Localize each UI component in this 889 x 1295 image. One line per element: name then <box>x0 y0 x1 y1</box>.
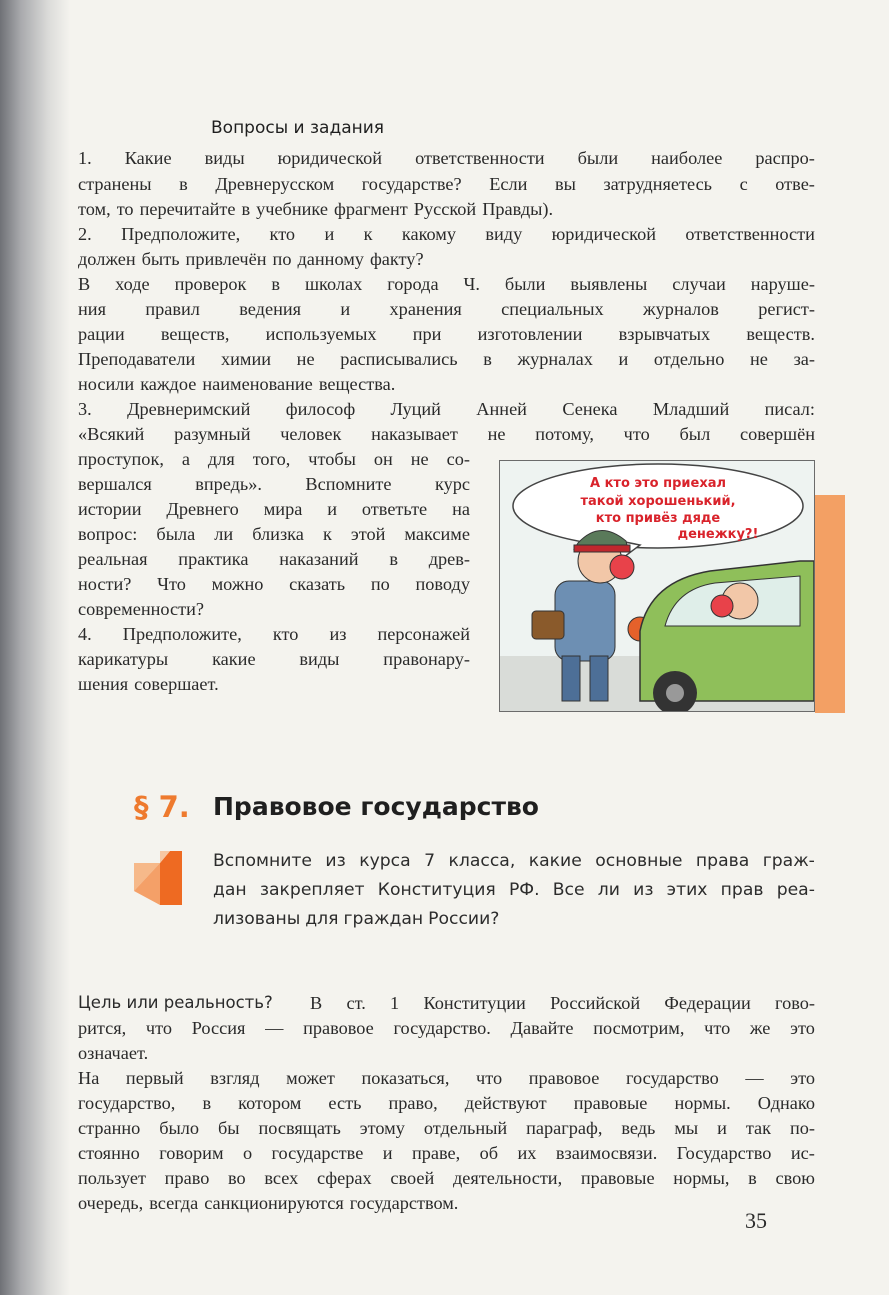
word: можно <box>211 574 264 594</box>
word: Вспомните <box>213 851 312 871</box>
word: из <box>329 624 347 644</box>
word: Государство <box>676 1143 772 1163</box>
word: В <box>78 274 91 294</box>
word: всегда <box>149 1193 199 1213</box>
word: выявлены <box>570 274 648 294</box>
word: Анней <box>476 399 527 419</box>
word: рится, <box>78 1018 127 1038</box>
word: о <box>242 1143 253 1163</box>
word: граж- <box>762 851 815 871</box>
word: котором <box>238 1093 302 1113</box>
word: пользует <box>78 1168 146 1188</box>
word: должен <box>78 249 136 269</box>
word: по- <box>789 1118 815 1138</box>
word: были <box>577 148 619 168</box>
word: из <box>633 880 654 900</box>
word: наказывает <box>371 424 458 444</box>
word: лизованы <box>213 909 301 929</box>
question-line <box>78 647 470 672</box>
word: вершался <box>78 474 152 494</box>
word: ния <box>78 299 106 319</box>
word: человек <box>280 424 342 444</box>
word: же <box>749 1018 771 1038</box>
word: мира <box>263 499 303 519</box>
word: Ч. <box>463 274 480 294</box>
question-line <box>78 222 815 247</box>
word: древ- <box>428 549 470 569</box>
word: не <box>410 449 429 469</box>
word: — <box>265 1018 284 1038</box>
word: об <box>479 1143 499 1163</box>
question-line <box>78 347 815 372</box>
word: право <box>164 1168 210 1188</box>
word: Давайте <box>510 1018 574 1038</box>
word: виду <box>485 224 523 244</box>
word: журналов <box>643 299 719 319</box>
word: — <box>745 1068 764 1088</box>
word: рации <box>78 324 125 344</box>
word: в <box>483 349 492 369</box>
word: во <box>228 1168 246 1188</box>
word: государство <box>625 1068 719 1088</box>
question-line <box>78 146 815 171</box>
word: первый <box>125 1068 184 1088</box>
word: вещества. <box>318 374 396 394</box>
word: на <box>452 499 470 519</box>
word: правил <box>145 299 200 319</box>
word: Правды). <box>482 199 554 219</box>
word: с <box>739 174 748 194</box>
word: ответственности <box>415 148 545 168</box>
bubble-line-3: кто привёз дяде <box>595 511 721 526</box>
question-line <box>78 572 470 597</box>
word: Все <box>552 880 585 900</box>
question-line <box>78 672 470 697</box>
word: веществ, <box>160 324 230 344</box>
word: что <box>145 1018 173 1038</box>
word: и <box>324 224 335 244</box>
word: государством. <box>349 1193 459 1213</box>
word: ности? <box>78 574 132 594</box>
word: персонажей <box>377 624 470 644</box>
word: сферах <box>316 1168 372 1188</box>
question-line <box>78 472 470 497</box>
word: взаимосвязи. <box>555 1143 658 1163</box>
word: том, <box>78 199 111 219</box>
section-title: Правовое государство <box>213 792 539 821</box>
word: разумный <box>174 424 251 444</box>
question-line <box>78 597 470 622</box>
word: впредь». <box>195 474 262 494</box>
word: быть <box>141 249 180 269</box>
word: была <box>156 524 196 544</box>
word: всех <box>264 1168 299 1188</box>
body-line <box>78 1116 815 1141</box>
word: вы <box>554 174 576 194</box>
word: означает. <box>78 1043 149 1063</box>
word: России? <box>428 909 500 929</box>
recall-line <box>213 876 815 905</box>
word: этому <box>359 1118 405 1138</box>
word: вопрос: <box>78 524 138 544</box>
cartoon-drawing <box>500 461 814 711</box>
word: правовое <box>303 1018 374 1038</box>
word: Вспомните <box>305 474 392 494</box>
word: ведения <box>239 299 302 319</box>
word: ст. <box>346 993 366 1013</box>
word: основные <box>595 851 683 871</box>
word: и <box>717 1118 727 1138</box>
word: правонару- <box>383 649 470 669</box>
word: РФ. <box>508 880 540 900</box>
word: их <box>517 1143 537 1163</box>
body-line <box>78 1191 815 1216</box>
word: в <box>271 274 281 294</box>
word: Предположите, <box>122 624 242 644</box>
word: того, <box>252 449 291 469</box>
word: санкционируются <box>204 1193 344 1213</box>
body-line <box>310 991 815 1016</box>
word: нормы, <box>673 1168 730 1188</box>
recall-line <box>213 905 815 934</box>
word: распро- <box>755 148 815 168</box>
word: что <box>476 1068 503 1088</box>
word: писал: <box>764 399 815 419</box>
word: для <box>207 449 235 469</box>
word: странно <box>78 1118 141 1138</box>
word: Конституции <box>423 993 526 1013</box>
word: виды <box>204 148 245 168</box>
word: государстве? <box>361 174 462 194</box>
body-line <box>78 1166 815 1191</box>
word: государство. <box>393 1018 491 1038</box>
word: правовые <box>573 1093 648 1113</box>
word: химии <box>220 349 272 369</box>
word: веществ. <box>746 324 815 344</box>
questions-heading: Вопросы и задания <box>211 118 385 138</box>
word: близка <box>252 524 304 544</box>
word: Древнего <box>166 499 239 519</box>
word: ходе <box>115 274 150 294</box>
word: Однако <box>757 1093 815 1113</box>
question-line <box>78 547 470 572</box>
word: взрывчатых <box>618 324 711 344</box>
word: ли <box>597 880 620 900</box>
question-line <box>78 422 815 447</box>
word: может <box>286 1068 335 1088</box>
word: ответьте <box>361 499 428 519</box>
word: со- <box>446 449 470 469</box>
recall-marker-icon <box>134 851 182 905</box>
word: деятельности, <box>452 1168 563 1188</box>
section-number: § 7. <box>134 790 190 824</box>
word: курс <box>434 474 470 494</box>
word: праве, <box>411 1143 461 1163</box>
word: для <box>305 909 339 929</box>
word: шения <box>78 674 129 694</box>
word: странены <box>78 174 152 194</box>
word: расписывались <box>340 349 458 369</box>
word: наказаний <box>279 549 359 569</box>
word: случаи <box>672 274 726 294</box>
word: ответственности <box>685 224 815 244</box>
word: данному <box>297 249 364 269</box>
word: право, <box>388 1093 438 1113</box>
word: современности? <box>78 599 204 619</box>
word: чтобы <box>308 449 356 469</box>
word: нормы. <box>674 1093 731 1113</box>
word: Древнерусском <box>215 174 335 194</box>
word: сказать <box>289 574 346 594</box>
word: совершён <box>739 424 815 444</box>
word: затрудняетесь <box>603 174 713 194</box>
word: наименование <box>202 374 313 394</box>
word: что <box>704 1018 731 1038</box>
cartoon-illustration <box>499 460 815 712</box>
word: в <box>202 1093 212 1113</box>
word: школах <box>304 274 363 294</box>
body-line <box>78 1091 815 1116</box>
word: города <box>387 274 439 294</box>
word: отдельно <box>653 349 725 369</box>
question-line <box>78 522 470 547</box>
word: этой <box>350 524 386 544</box>
word: каждое <box>140 374 197 394</box>
question-line <box>78 247 815 272</box>
word: правовое <box>528 1068 600 1088</box>
word: дан <box>213 880 247 900</box>
word: и <box>382 1143 393 1163</box>
word: отве- <box>775 174 815 194</box>
question-line <box>78 447 470 472</box>
word: хранения <box>389 299 462 319</box>
bubble-line-4: денежку?! <box>677 527 759 542</box>
word: юридической <box>277 148 383 168</box>
word: используемых <box>265 324 377 344</box>
word: реа- <box>776 880 815 900</box>
word: закрепляет <box>259 880 365 900</box>
word: при <box>412 324 442 344</box>
body-lead-heading: Цель или реальность? <box>78 993 273 1012</box>
question-line <box>78 397 815 422</box>
word: показаться, <box>361 1068 450 1088</box>
word: Конституция <box>377 880 496 900</box>
word: взгляд <box>210 1068 260 1088</box>
word: в <box>241 199 251 219</box>
word: это <box>790 1068 815 1088</box>
word: карикатуры <box>78 649 169 669</box>
word: так <box>745 1118 772 1138</box>
word: факту? <box>369 249 424 269</box>
word: Российской <box>550 993 641 1013</box>
question-line <box>78 497 470 522</box>
word: 7 <box>424 851 436 871</box>
question-line <box>78 322 815 347</box>
word: и <box>340 299 351 319</box>
word: это <box>790 1018 815 1038</box>
word: права <box>695 851 750 871</box>
word: «Всякий <box>78 424 145 444</box>
word: юридической <box>551 224 657 244</box>
word: Древнеримский <box>127 399 251 419</box>
word: какие <box>528 851 582 871</box>
word: Предположите, <box>121 224 241 244</box>
page-number: 35 <box>745 1208 767 1233</box>
word: этих <box>666 880 708 900</box>
word: Русской <box>413 199 477 219</box>
word: в <box>389 549 398 569</box>
word: говорим <box>159 1143 224 1163</box>
word: фрагмент <box>333 199 408 219</box>
word: правовые <box>580 1168 655 1188</box>
body-line <box>78 1141 815 1166</box>
word: Младший <box>652 399 730 419</box>
word: привлечён <box>185 249 267 269</box>
word: и <box>327 499 338 519</box>
word: специальных <box>501 299 604 319</box>
body-line <box>78 1066 815 1091</box>
word: кто <box>272 624 299 644</box>
word: к <box>363 224 373 244</box>
word: изготовлении <box>477 324 583 344</box>
word: то <box>116 199 134 219</box>
word: Федерации <box>664 993 751 1013</box>
word: какому <box>401 224 457 244</box>
word: что <box>623 424 650 444</box>
word: посвящать <box>258 1118 341 1138</box>
word: проверок <box>174 274 247 294</box>
word: граждан <box>343 909 424 929</box>
word: не <box>487 424 506 444</box>
word: 4. <box>78 624 92 644</box>
word: курса <box>359 851 411 871</box>
word: отдельный <box>423 1118 508 1138</box>
word: проступок, <box>78 449 164 469</box>
word: в <box>748 1168 757 1188</box>
word: из <box>325 851 346 871</box>
word: класса, <box>448 851 516 871</box>
word: учебнике <box>256 199 328 219</box>
word: по <box>272 249 292 269</box>
body-line <box>78 1016 815 1041</box>
question-line <box>78 197 815 222</box>
word: носили <box>78 374 135 394</box>
word: 1 <box>390 993 400 1013</box>
word: были <box>504 274 546 294</box>
word: истории <box>78 499 142 519</box>
word: виды <box>299 649 340 669</box>
question-line <box>78 372 815 397</box>
word: регист- <box>758 299 815 319</box>
word: Что <box>157 574 186 594</box>
word: за- <box>793 349 815 369</box>
word: потому, <box>535 424 594 444</box>
word: наиболее <box>651 148 723 168</box>
question-line <box>78 622 470 647</box>
word: перечитайте <box>139 199 236 219</box>
word: На <box>78 1068 100 1088</box>
word: посмотрим, <box>593 1018 685 1038</box>
question-line <box>78 272 815 297</box>
word: Сенека <box>562 399 618 419</box>
side-accent-bar <box>815 495 845 713</box>
word: был <box>679 424 711 444</box>
word: В <box>310 993 323 1013</box>
word: ис- <box>790 1143 815 1163</box>
word: какие <box>212 649 256 669</box>
word: по <box>370 574 390 594</box>
question-line <box>78 297 815 322</box>
word: Какие <box>124 148 172 168</box>
word: практика <box>178 549 249 569</box>
word: наруше- <box>750 274 815 294</box>
word: свою <box>775 1168 815 1188</box>
word: Если <box>489 174 528 194</box>
word: Луций <box>390 399 441 419</box>
word: государство, <box>78 1093 176 1113</box>
word: Преподаватели <box>78 349 196 369</box>
word: поводу <box>415 574 470 594</box>
word: мы <box>674 1118 699 1138</box>
word: было <box>159 1118 200 1138</box>
word: а <box>181 449 190 469</box>
word: стоянно <box>78 1143 140 1163</box>
word: гово- <box>775 993 815 1013</box>
word: и <box>618 349 629 369</box>
word: очередь, <box>78 1193 144 1213</box>
word: к <box>322 524 332 544</box>
word: прав <box>720 880 764 900</box>
word: Россия <box>191 1018 246 1038</box>
word: в <box>179 174 188 194</box>
word: ведь <box>621 1118 656 1138</box>
word: ли <box>214 524 234 544</box>
word: своей <box>390 1168 435 1188</box>
word: не <box>296 349 315 369</box>
bubble-line-2: такой хорошенький, <box>580 494 736 509</box>
word: параграф, <box>526 1118 603 1138</box>
word: бы <box>218 1118 240 1138</box>
word: не <box>750 349 768 369</box>
word: государстве <box>271 1143 364 1163</box>
bubble-line-1: А кто это приехал <box>590 476 726 491</box>
word: реальная <box>78 549 148 569</box>
word: есть <box>328 1093 362 1113</box>
word: 3. <box>78 399 92 419</box>
question-line <box>78 172 815 197</box>
word: 1. <box>78 148 92 168</box>
word: совершает. <box>134 674 219 694</box>
word: действуют <box>464 1093 547 1113</box>
word: журналах <box>517 349 593 369</box>
recall-line <box>213 847 815 876</box>
word: философ <box>285 399 356 419</box>
word: кто <box>269 224 296 244</box>
body-line <box>78 1041 815 1066</box>
word: он <box>373 449 393 469</box>
word: 2. <box>78 224 92 244</box>
word: максиме <box>404 524 470 544</box>
